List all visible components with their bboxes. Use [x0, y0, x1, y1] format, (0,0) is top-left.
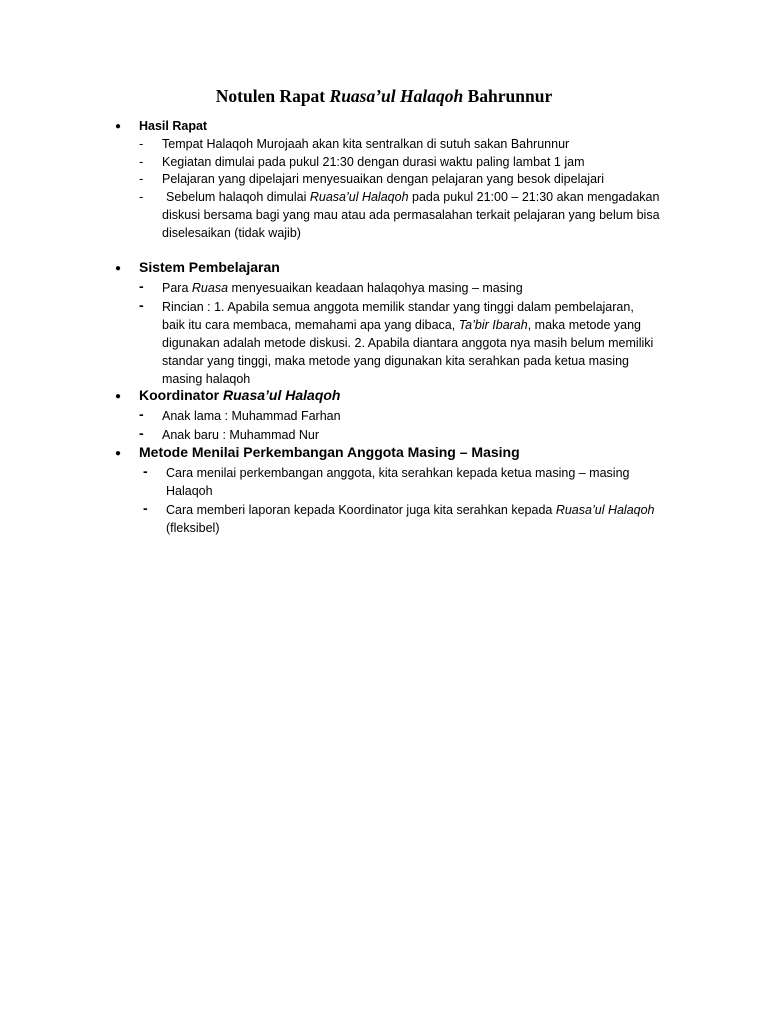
list-item: Tempat Halaqoh Murojaah akan kita sentralkan di sutuh sakan Bahrunnur: [162, 137, 570, 151]
dash-icon: -: [139, 189, 144, 204]
heading-italic: Ruasa’ul Halaqoh: [223, 387, 341, 403]
item-italic: Ruasa: [191, 281, 229, 295]
dash-icon: -: [143, 500, 148, 516]
section-heading-metode-menilai: Metode Menilai Perkembangan Anggota Masing – Masing: [139, 444, 520, 460]
item-italic: Ruasa’ul Halaqoh: [555, 503, 655, 517]
document-title: [0, 86, 768, 107]
list-item: Rincian : 1. Apabila semua anggota memilik standar yang tinggi dalam pembelajaran,: [162, 300, 634, 314]
bullet-icon: ●: [115, 448, 122, 459]
list-item-continuation: Halaqoh: [166, 484, 213, 498]
list-item-continuation: digunakan adalah metode diskusi. 2. Apabila diantara anggota nya masih belum memiliki: [162, 336, 654, 350]
title-prefix: Notulen Rapat: [215, 86, 330, 106]
list-item: Cara menilai perkembangan anggota, kita serahkan kepada ketua masing – masing: [166, 466, 630, 480]
list-item-continuation: (fleksibel): [166, 521, 220, 535]
section-heading-hasil-rapat: Hasil Rapat: [139, 119, 208, 133]
dash-icon: -: [139, 278, 144, 294]
section-heading-sistem-pembelajaran: Sistem Pembelajaran: [139, 259, 280, 275]
item-text: baik itu cara membaca, memahami apa yang dibaca,: [162, 318, 459, 332]
dash-icon: -: [139, 297, 144, 313]
item-italic: Ta’bir Ibarah: [458, 318, 528, 332]
list-item-continuation: standar yang tinggi, maka metode yang digunakan kita serahkan pada ketua masing: [162, 354, 629, 368]
dash-icon: -: [139, 136, 144, 151]
bullet-icon: ●: [115, 263, 122, 274]
bullet-icon: ●: [115, 121, 122, 132]
list-item: Anak lama : Muhammad Farhan: [162, 409, 341, 423]
section-heading-koordinator: [139, 387, 340, 403]
dash-icon: -: [139, 406, 144, 422]
bullet-icon: ●: [115, 391, 122, 402]
list-item: Kegiatan dimulai pada pukul 21:30 dengan durasi waktu paling lambat 1 jam: [162, 155, 585, 169]
list-item-continuation: diselesaikan (tidak wajib): [162, 226, 301, 240]
title-suffix: Bahrunnur: [463, 86, 553, 106]
item-text: menyesuaikan keadaan halaqohya masing – masing: [228, 281, 523, 295]
title-italic: Ruasa’ul Halaqoh: [329, 86, 464, 106]
list-item: Pelajaran yang dipelajari menyesuaikan dengan pelajaran yang besok dipelajari: [162, 172, 604, 186]
item-italic: Ruasa’ul Halaqoh: [309, 190, 409, 204]
heading-text: Koordinator: [139, 387, 223, 403]
list-item-continuation: [162, 316, 641, 334]
dash-icon: -: [139, 154, 144, 169]
list-item-continuation: diskusi bersama bagi yang mau atau ada permasalahan terkait pelajaran yang belum bisa: [162, 208, 660, 222]
item-text: Para: [162, 281, 192, 295]
list-item-continuation: masing halaqoh: [162, 372, 251, 386]
list-item: [162, 279, 523, 297]
list-item: [166, 501, 655, 519]
dash-icon: -: [139, 171, 144, 186]
item-text: Sebelum halaqoh dimulai: [166, 190, 310, 204]
item-text: , maka metode yang: [527, 318, 641, 332]
dash-icon: -: [139, 425, 144, 441]
list-item: Anak baru : Muhammad Nur: [162, 428, 320, 442]
list-item: [166, 188, 659, 206]
item-text: Cara memberi laporan kepada Koordinator juga kita serahkan kepada: [166, 503, 556, 517]
item-text: pada pukul 21:00 – 21:30 akan mengadakan: [408, 190, 660, 204]
dash-icon: -: [143, 463, 148, 479]
